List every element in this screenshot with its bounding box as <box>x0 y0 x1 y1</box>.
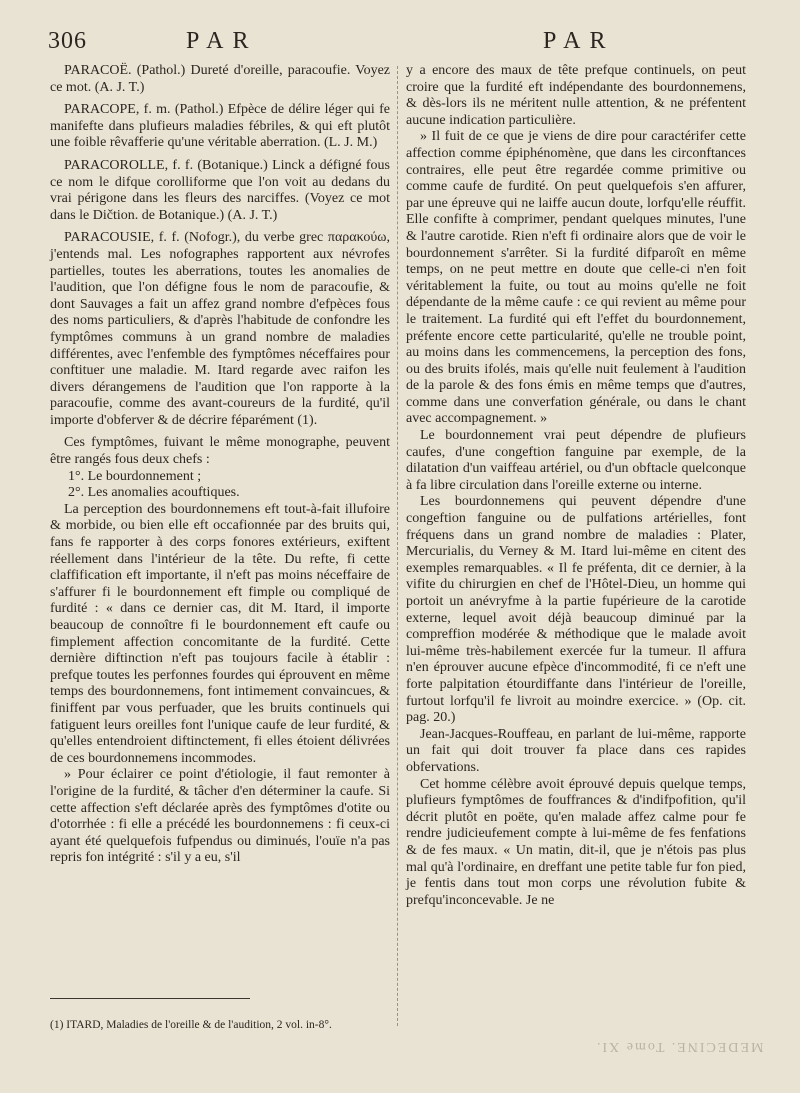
paragraph: Ces fymptômes, fuivant le même monographe, peuvent être rangés fous deux chefs : <box>50 435 390 468</box>
left-column <box>50 63 390 867</box>
bleed-through-text: MEDECINE. Tome XI. <box>595 1039 764 1054</box>
paragraph: Les bourdonnemens qui peuvent dépendre d'une congeftion fanguine ou de pulfations artérielles, font fréquens dans un grand nombre de maladies : Plater, Mercurialis, du Verney & M. Itard lui-même en citent des exemples remarquables. « Il fe préfenta, dit ce dernier, à la vifite du chirurgien en chef de l'Hôtel-Dieu, un homme qui portoit un anévryfme à la partie fupérieure de la carotide externe, lequel avoit déjà beaucoup diminué par la compreffion modérée & méthodique que le malade avoit lui-même très-habilement exercée fur la tumeur. Il affura n'en éprouver aucune efpèce d'incommodité, fi ce n'eft une forte palpitation étourdiffante dans l'intérieur de l'oreille, furtout lorfqu'il fe livroit au moindre exercice. » (Op. cit. pag. 20.) <box>406 494 746 726</box>
paragraph: Cet homme célèbre avoit éprouvé depuis quelque temps, plufieurs fymptômes de fouffrances & d'indifpofition, qu'il décrit plutôt en poëte, qu'en malade affez calme pour fe rendre judicieufement compte à lui-même de fes fenfations & de fes maux. « Un matin, dit-il, que je n'étois pas plus mal qu'à l'ordinaire, en dreffant une petite table fur fon pied, je fentis dans tout mon corps une révolution fubite & prefqu'inconcevable. Je ne <box>406 776 746 908</box>
footnote-rule <box>50 998 250 999</box>
paragraph: La perception des bourdonnemens eft tout-à-fait illufoire & morbide, ou bien elle eft occafionnée par des bruits qui, fans fe rapporter à des corps fonores extérieurs, exiftent réellement dans l'intérieur de la tête. Du refte, fi cette claffification eft importante, il n'eft pas moins néceffaire de s'affurer fi le bourdonnement eft fimple ou compliqué de furdité : « dans ce dernier cas, dit M. Itard, il importe beaucoup de connoître fi le bourdonnement eft caufe ou fimplement affection concomitante de la furdité. Cette dernière diftinction n'eft pas toujours facile à établir : prefque toutes les perfonnes fourdes qui éprouvent en même temps des bourdonnemens, font intimement convaincues, & finiffent par vous perfuader, que les bruits continuels qui fatiguent leurs oreilles font l'unique caufe de leur furdité, & qu'elles entendroient diftinctement, fi elles étoient délivrées de ces bourdonnemens incommodes. <box>50 501 390 766</box>
list-item: 2°. Les anomalies acouftiques. <box>68 485 240 501</box>
paragraph: » Pour éclairer ce point d'étiologie, il faut remonter à l'origine de la furdité, & tâcher d'en déterminer la caufe. Si cette affection s'eft déclarée après des fymptômes d'otite ou d'otorrhée : fi elle a précédé les bourdonnemens : fi ceux-ci ayant été quelquefois fufpendus ou diminués, l'ouïe n'a pas repris fon intégrité : s'il y a eu, s'il <box>50 767 390 866</box>
paragraph: Le bourdonnement vrai peut dépendre de plufieurs caufes, d'une congeftion fanguine par exemple, de la dilatation d'un vaiffeau artériel, ou d'un obftacle quelconque à fa libre circulation dans l'oreille externe ou interne. <box>406 428 746 493</box>
entry-paracope: PARACOPE, f. m. (Pathol.) Efpèce de délire léger qui fe manifefte dans plufieurs maladies fébriles, & qui eft plutôt une foible rêvafferie qu'une véritable aberration. (L. J. M.) <box>50 102 390 151</box>
right-column <box>406 63 746 909</box>
footnote: (1) ITARD, Maladies de l'oreille & de l'audition, 2 vol. in-8°. <box>50 1018 332 1031</box>
entry-paracorolle: PARACOROLLE, f. f. (Botanique.) Linck a défigné fous ce nom le difque corolliforme que l'on voit au dedans du vrai périgone dans les fleurs des narciffes. (Voyez ce mot dans le Dičtion. de Botanique.) (A. J. T.) <box>50 157 390 223</box>
running-head-right: PAR <box>543 28 615 54</box>
page-header <box>0 28 800 62</box>
paragraph: » Il fuit de ce que je viens de dire pour caractérifer cette affection comme épiphénomène, que dans les circonftances contraires, elle peut être regardée comme primitive ou comme caufe de furdité. On peut quelquefois s'en affurer, par une épreuve qui ne laiffe aucun doute, lorfqu'elle réuffit. Elle confifte à comprimer, pendant quelques minutes, l'une & l'autre carotide. Rien n'eft fi ordinaire alors que de voir le bourdonnement s'arrêter. Si la furdité difparoît en même temps, on ne peut mettre en doute que celle-ci n'en foit véritablement la fuite, ou tout au moins qu'elle ne foit dépendante de la même caufe : ce qui revient au même pour le traitement. La furdité qui eft l'effet du bourdonnement, préfente encore cette particularité, qu'elle ne trouble point, au moins dans les commencemens, la perception des fons, ou des bruits ifolés, mais qu'elle nuit feulement à l'audition de la parole & des fons émis en même temps que d'autres, comme dans une converfation générale, ou dans le chant avec accompagnement. » <box>406 129 746 427</box>
entry-paracousie: PARACOUSIE, f. f. (Nofogr.), du verbe grec παρακούω, j'entends mal. Les nofographes rapportent aux névrofes partielles, toutes les aberrations, toutes les anomalies de l'audition, que l'on défigne fous le nom de paracoufie, & dont Sauvages a fait un affez grand nombre d'efpèces fous des noms particuliers, & d'après l'habitude de confondre les fymptômes communs à un grand nombre de maladies différentes, avec l'enfemble des fymptômes néceffaires pour conftituer une maladie. M. Itard regarde avec raifon les divers dérangemens de l'audition que l'on rapporte à la paracoufie, comme des avant-coureurs de la furdité, qu'il importe d'obferver & de décrire féparément (1). <box>50 230 390 428</box>
column-divider <box>397 66 398 1026</box>
entry-paracoe: PARACOË. (Pathol.) Dureté d'oreille, paracoufie. Voyez ce mot. (A. J. T.) <box>50 63 390 95</box>
list-item: 1°. Le bourdonnement ; <box>68 468 202 484</box>
page-number: 306 <box>48 28 87 54</box>
paragraph: Jean-Jacques-Rouffeau, en parlant de lui-même, rapporte un fait qui doit trouver fa place dans ces rapides obfervations. <box>406 726 746 775</box>
paragraph-continuation: y a encore des maux de tête prefque continuels, on peut croire que la furdité eft indépendante des bourdonnemens, & dès-lors ils ne méritent nulle attention, & ne préfentent aucune indication particulière. <box>406 63 746 128</box>
running-head-left: PAR <box>186 28 258 54</box>
